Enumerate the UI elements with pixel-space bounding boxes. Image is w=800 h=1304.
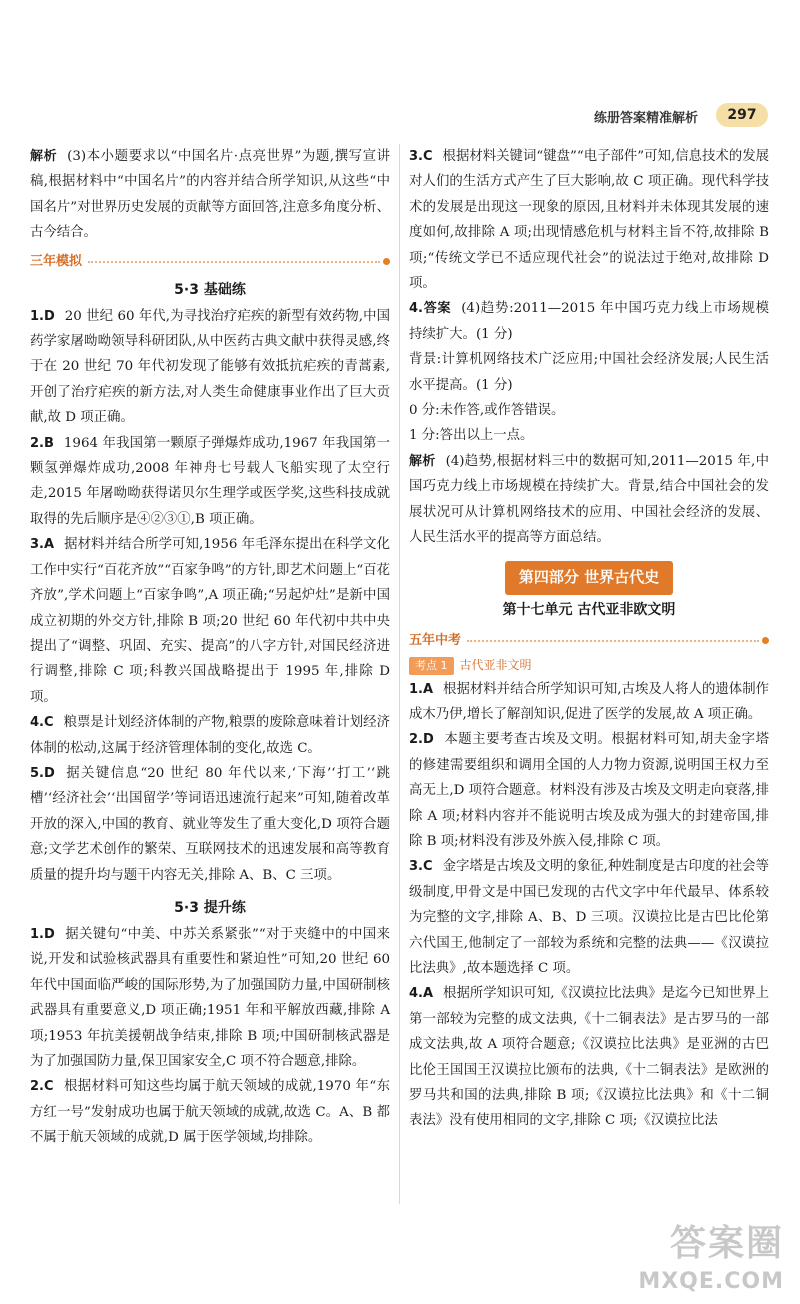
list-item bbox=[30, 710, 390, 761]
answer-number: 2.C bbox=[30, 1079, 54, 1095]
answer-text: 根据材料可知这些均属于航天领域的成就,1970 年“东方红一号”发射成功也属于航天领域的成就,故选 C。A、B 都不属于航天领域的成就,D 属于医学领域,均排除。 bbox=[30, 1079, 390, 1146]
knowledge-point-title: 古代亚非文明 bbox=[459, 657, 532, 672]
answer-text: 据关键信息“20 世纪 80 年代以来,‘下海’‘打工’‘跳槽’‘经济社会’‘出国留学’等词语迅速流行起来”可知,随着改革开放的深入,中国的教育、就业等发生了重大变化,D 项符合题意;文学艺术创作的繁荣、互联网技术的迅速发展和高等教育质量的提升均与题干内容无关,排除 A、B、C 三项。 bbox=[30, 765, 390, 883]
list-item bbox=[30, 1074, 390, 1150]
answer-text: 粮票是计划经济体制的产物,粮票的废除意味着计划经济体制的松动,这属于经济管理体制的变化,故选 C。 bbox=[30, 715, 390, 756]
answer-number: 2.D bbox=[409, 732, 434, 748]
right-column bbox=[409, 144, 769, 1134]
answer-line: 1 分:答出以上一点。 bbox=[409, 428, 534, 444]
advanced-practice-title: 5·3 提升练 bbox=[174, 899, 246, 916]
dotted-rule bbox=[88, 261, 380, 263]
part-banner bbox=[409, 561, 769, 595]
dotted-rule bbox=[467, 640, 759, 642]
answer-number: 4.C bbox=[30, 715, 54, 731]
part-title: 第四部分 世界古代史 bbox=[505, 561, 673, 595]
list-item bbox=[30, 532, 390, 710]
analysis-text: (4)趋势,根据材料三中的数据可知,2011—2015 年,中国巧克力线上市场规模在持续扩大。背景,结合中国社会的发展状况可从计算机网络技术的应用、中国社会经济的发展、人民生活水平的提高等方面总结。 bbox=[409, 453, 769, 546]
watermark-logo-text: 答案圈 bbox=[669, 1223, 784, 1264]
list-item bbox=[30, 922, 390, 1074]
answer-number: 1.A bbox=[409, 681, 434, 697]
answer-text: 根据材料并结合所学知识可知,古埃及人将人的遗体制作成木乃伊,增长了解剖知识,促进了医学的发展,故 A 项正确。 bbox=[409, 681, 769, 722]
list-item bbox=[409, 727, 769, 854]
dot-icon bbox=[762, 637, 769, 644]
basic-practice-title: 5·3 基础练 bbox=[174, 281, 246, 298]
watermark-url: MXQE.COM bbox=[638, 1269, 784, 1294]
answer-text: 20 世纪 60 年代,为寻找治疗疟疾的新型有效药物,中国药学家屠呦呦领导科研团队,从中医药古典文献中获得灵感,终于在 20 世纪 70 年代初发现了能够有效抵抗疟疾的青蒿素,开创了治疗疟疾的新方法,对人类生命健康事业作出了巨大贡献,故 D 项正确。 bbox=[30, 308, 390, 426]
page-header bbox=[0, 103, 800, 129]
section-heading bbox=[30, 250, 390, 274]
list-item bbox=[409, 981, 769, 1133]
answer-line: (4)趋势:2011—2015 年中国巧克力线上市场规模持续扩大。(1 分) bbox=[409, 301, 769, 342]
answer-4-block bbox=[409, 296, 769, 347]
intro-text: (3)本小题要求以“中国名片·点亮世界”为题,撰写宣讲稿,根据材料中“中国名片”的内容并结合所学知识,从这些“中国名片”对世界历史发展的贡献等方面回答,注意多角度分析、古今结合。 bbox=[30, 149, 390, 241]
intro-paragraph bbox=[30, 144, 390, 246]
list-item bbox=[409, 677, 769, 728]
answer-text: 金字塔是古埃及文明的象征,种姓制度是古印度的社会等级制度,甲骨文是中国已发现的古代文字中年代最早、体系较为完整的文字,排除 A、B、D 三项。汉谟拉比是古巴比伦第六代国王,他制定了一部较为系统和完整的法典——《汉谟拉比法典》,故本题选择 C 项。 bbox=[409, 859, 769, 976]
section-heading bbox=[409, 629, 769, 653]
answer-line: 0 分:未作答,或作答错误。 bbox=[409, 403, 565, 419]
list-item bbox=[409, 144, 769, 296]
answer-number: 3.A bbox=[30, 537, 55, 553]
answer-text: 1964 年我国第一颗原子弹爆炸成功,1967 年我国第一颗氢弹爆炸成功,2008 年神舟七号载人飞船实现了太空行走,2015 年屠呦呦获得诺贝尔生理学或医学奖,这些科技成就取得的先后顺序是④②③①,B 项正确。 bbox=[30, 435, 390, 527]
section-title: 五年中考 bbox=[409, 632, 462, 648]
intro-label: 解析 bbox=[30, 149, 58, 164]
answer-number: 4.A bbox=[409, 986, 434, 1002]
answer-text: 据关键句“中美、中苏关系紧张”“对于夹缝中的中国来说,开发和试验核武器具有重要性和紧迫性”可知,20 世纪 60 年代中国面临严峻的国际形势,为了加强国防力量,中国研制核武器具有重要意义,D 项正确;1951 年和平解放西藏,排除 A 项;1953 年抗美援朝战争结束,排除 B 项;中国研制核武器是为了加强国防力量,保卫国家安全,C 项不符合题意,排除。 bbox=[30, 926, 390, 1069]
answer-text: 据材料并结合所学可知,1956 年毛泽东提出在科学文化工作中实行“百花齐放”“百家争鸣”的方针,即艺术问题上“百花齐放”,学术问题上“百家争鸣”,A 项正确;“另起炉灶”是新中国成立初期的外交方针,排除 B 项;20 世纪 60 年代初中共中央提出了“调整、巩固、充实、提高”的八字方针,对国民经济进行调整,排除 C 项;科教兴国战略提出于 1995 年,排除 D 项。 bbox=[30, 537, 390, 705]
answer-number: 4.答案 bbox=[409, 301, 452, 317]
dot-icon bbox=[383, 258, 390, 265]
answer-number: 1.D bbox=[30, 308, 55, 324]
page-number: 297 bbox=[716, 103, 768, 127]
list-item bbox=[30, 304, 390, 431]
answer-text: 本题主要考查古埃及文明。根据材料可知,胡夫金字塔的修建需要组织和调用全国的人力物力资源,说明国王权力至高无上,D 项符合题意。材料没有涉及古埃及文明走向衰落,排除 A 项;材料内容并不能说明古埃及成为强大的封建帝国,排除 B 项;材料没有涉及外族入侵,排除 C 项。 bbox=[409, 732, 769, 849]
column-divider bbox=[399, 144, 400, 1204]
answer-number: 5.D bbox=[30, 765, 55, 781]
answer-number: 3.C bbox=[409, 859, 433, 875]
list-item bbox=[30, 761, 390, 888]
unit-title: 第十七单元 古代亚非欧文明 bbox=[502, 601, 676, 618]
analysis-label: 解析 bbox=[409, 453, 436, 469]
answer-line: 背景:计算机网络技术广泛应用;中国社会经济发展;人民生活水平提高。(1 分) bbox=[409, 352, 769, 393]
knowledge-point bbox=[409, 655, 769, 677]
knowledge-point-tag: 考点 1 bbox=[409, 657, 454, 675]
answer-number: 3.C bbox=[409, 149, 433, 164]
answer-text: 根据所学知识可知,《汉谟拉比法典》是迄今已知世界上第一部较为完整的成文法典,《十二铜表法》是古罗马的一部成文法典,故 A 项符合题意;《汉谟拉比法典》是亚洲的古巴比伦王国国王汉谟拉比颁布的法典,《十二铜表法》是欧洲的罗马共和国的法典,排除 B 项;《汉谟拉比法典》和《十二铜表法》没有使用相同的文字,排除 C 项;《汉谟拉比法 bbox=[409, 986, 769, 1129]
left-column bbox=[30, 144, 390, 1151]
answer-number: 1.D bbox=[30, 926, 55, 942]
list-item bbox=[409, 854, 769, 981]
answer-text: 根据材料关键词“键盘”“电子部件”可知,信息技术的发展对人们的生活方式产生了巨大影响,故 C 项正确。现代科学技术的发展是出现这一现象的原因,且材料并未体现其发展的速度如何,故排除 A 项;出现情感危机与材料主旨不符,故排除 B 项;“传统文学已不适应现代社会”的说法过于绝对,故排除 D 项。 bbox=[409, 149, 769, 292]
list-item bbox=[30, 431, 390, 533]
analysis-paragraph bbox=[409, 449, 769, 551]
answer-number: 2.B bbox=[30, 435, 54, 451]
header-title: 练册答案精准解析 bbox=[594, 111, 699, 126]
section-title: 三年模拟 bbox=[30, 253, 83, 269]
